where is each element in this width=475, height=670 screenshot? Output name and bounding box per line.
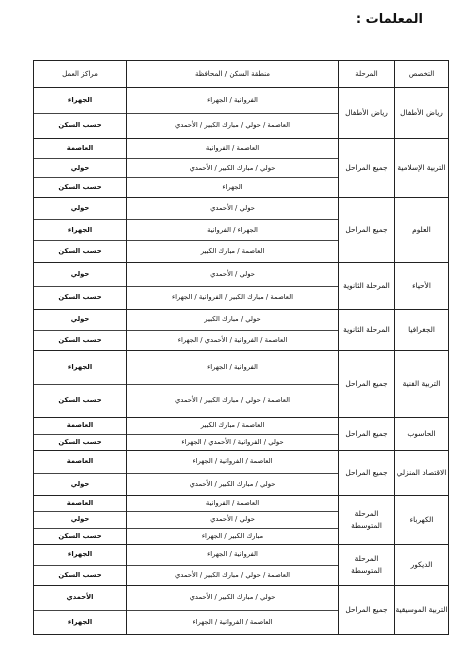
header-stage: المرحلة [339, 61, 395, 88]
cell-area-item: حولي / الفروانية / الأحمدي / الجهراء [181, 437, 284, 446]
cell-stage: جميع المراحل [339, 586, 395, 635]
cell-area [127, 418, 339, 451]
cell-work-list [34, 418, 126, 450]
header-work: مراكز العمل [34, 61, 127, 88]
cell-area-item: العاصمة / الفروانية / الجهراء [192, 617, 273, 626]
table-row [34, 418, 449, 451]
cell-specialization: التربية الفنية [395, 351, 449, 418]
cell-area-item: العاصمة / حولي / مبارك الكبير / الأحمدي [174, 121, 291, 130]
cell-work-item: حولي [34, 263, 126, 287]
cell-specialization: التربية الموسيقية [395, 586, 449, 635]
table-row [34, 139, 449, 198]
cell-area-item: العاصمة / مبارك الكبير [127, 418, 338, 435]
page-title: المعلمات : [355, 12, 423, 27]
cell-area-list [127, 586, 338, 634]
cell-area-item: حولي / الأحمدي [127, 198, 338, 220]
cell-area [127, 545, 339, 586]
cell-work-list [34, 351, 126, 417]
cell-work-item: الأحمدي [34, 586, 126, 611]
cell-area-list [127, 198, 338, 262]
cell-work-item: حسب السكن [58, 247, 102, 256]
table-row [34, 198, 449, 263]
cell-area [127, 451, 339, 496]
cell-area-list [127, 451, 338, 495]
cell-work-list [34, 545, 126, 585]
table-header-row [34, 61, 449, 88]
table-row [34, 88, 449, 139]
cell-area-item: الفروانية / الجهراء [127, 88, 338, 114]
cell-work-item: حولي [34, 310, 126, 331]
cell-area-item: حولي / الأحمدي [127, 512, 338, 528]
cell-stage: المرحلة الثانوية [339, 263, 395, 310]
cell-specialization: الأحياء [395, 263, 449, 310]
cell-stage: جميع المراحل [339, 418, 395, 451]
header-area: منطقة السكن / المحافظة [127, 61, 339, 88]
cell-work-list [34, 310, 126, 350]
cell-work-item: حولي [34, 512, 126, 528]
cell-area-list [127, 351, 338, 417]
cell-specialization: الحاسوب [395, 418, 449, 451]
table-row [34, 496, 449, 545]
cell-work [34, 263, 127, 310]
table-row [34, 545, 449, 586]
cell-area-item: الفروانية / الجهراء [127, 545, 338, 566]
cell-work-item: الجهراء [34, 545, 126, 566]
cell-area [127, 310, 339, 351]
cell-work [34, 451, 127, 496]
cell-specialization: العلوم [395, 198, 449, 263]
cell-specialization: رياض الأطفال [395, 88, 449, 139]
table-row [34, 586, 449, 635]
cell-stage: جميع المراحل [339, 198, 395, 263]
cell-work-item: حسب السكن [58, 183, 102, 192]
cell-area-list [127, 496, 338, 544]
cell-area-item: العاصمة / الفروانية [127, 496, 338, 512]
cell-specialization: الاقتصاد المنزلي [395, 451, 449, 496]
cell-area-item: حولي / مبارك الكبير / الأحمدي [127, 159, 338, 179]
cell-area-item: العاصمة / حولي / مبارك الكبير / الأحمدي [174, 396, 291, 405]
cell-work [34, 198, 127, 263]
cell-work-item: الجهراء [34, 88, 126, 114]
cell-stage: جميع المراحل [339, 451, 395, 496]
cell-work [34, 88, 127, 139]
cell-work-list [34, 263, 126, 309]
cell-work-list [34, 139, 126, 197]
cell-area-item: حولي / مبارك الكبير / الأحمدي [127, 586, 338, 611]
cell-stage: المرحلة المتوسطة [339, 496, 395, 545]
cell-area-list [127, 545, 338, 585]
cell-area [127, 351, 339, 418]
cell-stage: جميع المراحل [339, 139, 395, 198]
cell-specialization: الجغرافيا [395, 310, 449, 351]
cell-area [127, 88, 339, 139]
cell-area-item: الفروانية / الجهراء [127, 351, 338, 385]
cell-work [34, 586, 127, 635]
cell-area-item: العاصمة / مبارك الكبير [200, 247, 265, 256]
cell-work-item: العاصمة [34, 496, 126, 512]
cell-work-item: حسب السكن [58, 570, 102, 579]
cell-work-list [34, 451, 126, 495]
table-row [34, 263, 449, 310]
cell-work [34, 139, 127, 198]
cell-area-item: الجهراء / الفروانية [127, 220, 338, 242]
cell-area-item: العاصمة / الفروانية / الأحمدي / الجهراء [177, 335, 288, 344]
cell-area-item: حولي / الأحمدي [127, 263, 338, 287]
cell-work-item: الجهراء [34, 220, 126, 242]
cell-area-item: الجهراء [222, 183, 243, 192]
cell-work [34, 496, 127, 545]
cell-work-item: حولي [34, 198, 126, 220]
cell-area [127, 496, 339, 545]
cell-work-item: الجهراء [67, 617, 93, 626]
cell-area-list [127, 418, 338, 450]
cell-stage: المرحلة المتوسطة [339, 545, 395, 586]
cell-area [127, 586, 339, 635]
cell-area-item: حولي / مبارك الكبير [127, 310, 338, 331]
cell-area-list [127, 310, 338, 350]
cell-area-item: حولي / مبارك الكبير / الأحمدي [189, 479, 276, 488]
cell-work [34, 310, 127, 351]
cell-work-item: حسب السكن [58, 437, 102, 446]
cell-work-item: العاصمة [34, 418, 126, 435]
cell-work [34, 418, 127, 451]
header-specialization: التخصص [395, 61, 449, 88]
cell-area [127, 198, 339, 263]
cell-work [34, 351, 127, 418]
cell-work-list [34, 586, 126, 634]
cell-stage: المرحلة الثانوية [339, 310, 395, 351]
table-row [34, 451, 449, 496]
cell-work-item: حسب السكن [58, 396, 102, 405]
cell-work-list [34, 88, 126, 138]
cell-work-list [34, 198, 126, 262]
cell-area-item: العاصمة / الفروانية [127, 139, 338, 159]
cell-work-item: حولي [70, 479, 90, 488]
cell-area-list [127, 88, 338, 138]
cell-work-item: حسب السكن [58, 531, 102, 540]
cell-area-list [127, 139, 338, 197]
cell-work-item: حولي [34, 159, 126, 179]
cell-work-list [34, 496, 126, 544]
cell-work [34, 545, 127, 586]
cell-specialization: الكهرباء [395, 496, 449, 545]
cell-specialization: التربية الإسلامية [395, 139, 449, 198]
cell-area-item: العاصمة / الفروانية / الجهراء [127, 451, 338, 474]
cell-stage: رياض الأطفال [339, 88, 395, 139]
cell-work-item: العاصمة [34, 139, 126, 159]
cell-area-item: العاصمة / مبارك الكبير / الفروانية / الجهراء [171, 293, 294, 302]
table-row [34, 351, 449, 418]
cell-work-item: حسب السكن [58, 121, 102, 130]
cell-area-item: مبارك الكبير / الجهراء [201, 531, 264, 540]
cell-work-item: حسب السكن [58, 335, 102, 344]
cell-area-list [127, 263, 338, 309]
cell-specialization: الديكور [395, 545, 449, 586]
cell-area-item: العاصمة / حولي / مبارك الكبير / الأحمدي [174, 570, 291, 579]
cell-work-item: الجهراء [34, 351, 126, 385]
table-row [34, 310, 449, 351]
cell-work-item: العاصمة [34, 451, 126, 474]
cell-area [127, 139, 339, 198]
cell-stage: جميع المراحل [339, 351, 395, 418]
table-body [34, 88, 449, 635]
cell-area [127, 263, 339, 310]
teachers-table [33, 60, 449, 635]
cell-work-item: حسب السكن [58, 293, 102, 302]
